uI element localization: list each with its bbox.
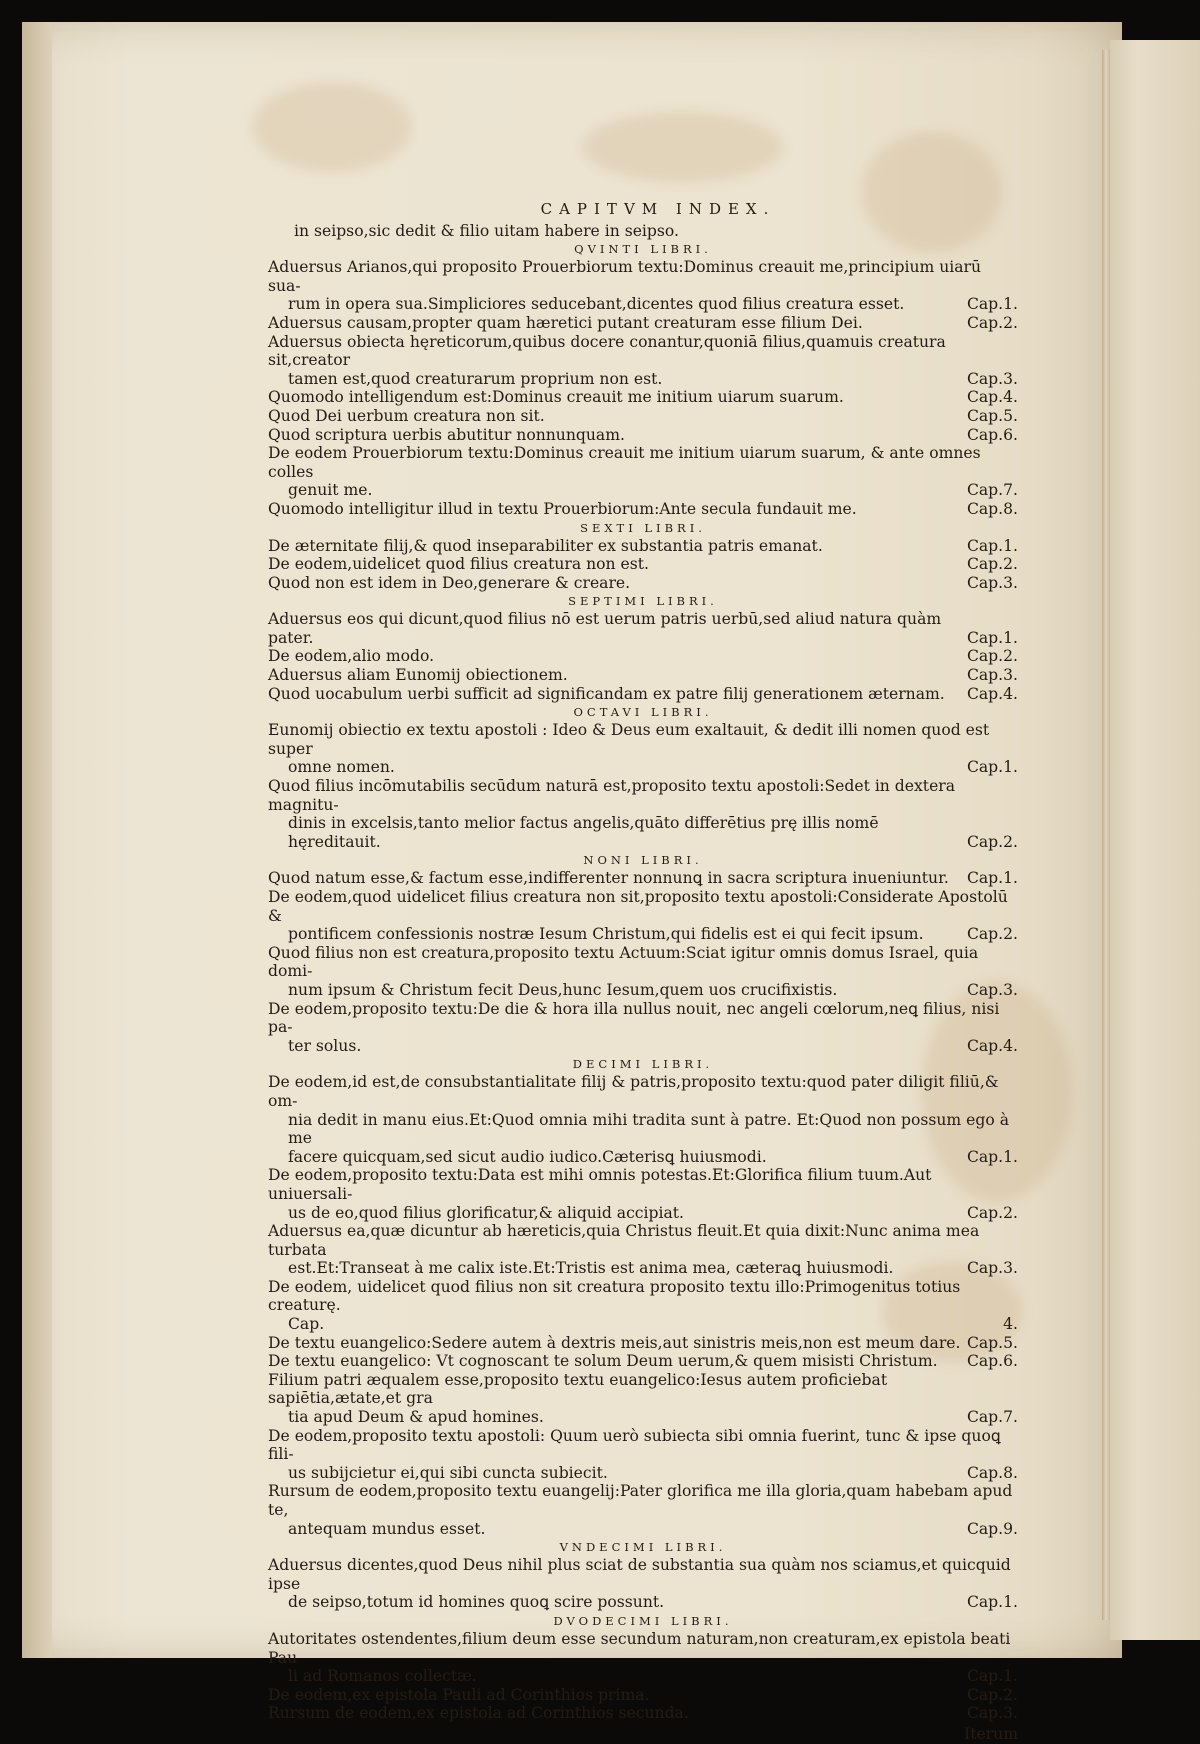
foxing-stain — [252, 82, 412, 172]
index-entry-line — [268, 370, 1018, 389]
book-page — [22, 22, 1122, 1743]
chapter-ref: Cap.3. — [966, 1259, 1018, 1278]
entry-text: antequam mundus esset. — [288, 1519, 486, 1538]
entry-text: De eodem,id est,de consubstantialitate filij & patris,proposito textu:quod pater diligit filiū,& om- — [268, 1073, 999, 1110]
entry-text: Autoritates ostendentes,filium deum esse secundum naturam,non creaturam,ex epistola beati Pau — [268, 1629, 1011, 1667]
entry-text: De eodem,uidelicet quod filius creatura non est. — [268, 555, 650, 574]
index-entry-line — [268, 1667, 1018, 1686]
index-entry-line — [268, 1278, 1018, 1315]
chapter-ref: Cap.1. — [966, 536, 1018, 555]
chapter-ref: Cap.3. — [966, 1704, 1018, 1723]
chapter-ref: Cap.6. — [966, 425, 1018, 444]
book-heading: SEPTIMI LIBRI. — [568, 594, 718, 609]
index-entry-line — [268, 869, 1018, 888]
entry-text: Eunomij obiectio ex textu apostoli : Ideo & Deus eum exaltauit, & dedit illi nomen quod est super — [268, 721, 990, 758]
chapter-ref: Cap.3. — [966, 573, 1018, 592]
entry-text: Rursum de eodem,ex epistola ad Corinthios secunda. — [268, 1704, 689, 1723]
index-entry-line — [268, 314, 1018, 333]
chapter-ref: Cap.7. — [966, 1408, 1018, 1427]
index-entry-line — [268, 1352, 1018, 1371]
entry-text: Cap. — [288, 1315, 325, 1334]
running-title: CAPITVM INDEX. — [540, 200, 776, 218]
book-heading: OCTAVI LIBRI. — [573, 705, 713, 720]
chapter-ref: Cap.8. — [966, 499, 1018, 518]
index-entry-line — [268, 1334, 1018, 1353]
entry-text: Aduersus Arianos,qui proposito Prouerbiorum textu:Dominus creauit me,principium uiarū sua- — [268, 258, 982, 295]
entry-text: De eodem,proposito textu apostoli: Quum uerò subiecta sibi omnia fuerint, tunc & ipse quoꝗ fili- — [268, 1426, 1001, 1464]
entry-text: De eodem Prouerbiorum textu:Dominus creauit me initium uiarum suarum, & ante omnes colles — [268, 444, 981, 481]
index-entry-line — [268, 481, 1018, 500]
index-entry-line — [268, 1371, 1018, 1408]
index-entry-line — [268, 1166, 1018, 1203]
index-entry-line — [268, 814, 1018, 851]
index-entry-line — [268, 295, 1018, 314]
chapter-ref: Cap.2. — [966, 555, 1018, 574]
index-entry-line — [268, 666, 1018, 685]
entry-text: de seipso,totum id homines quoꝗ scire possunt. — [288, 1593, 665, 1612]
entry-text: De eodem,proposito textu:Data est mihi omnis potestas.Et:Glorifica filium tuum.Aut uniuersali- — [268, 1166, 932, 1203]
index-entry-line — [268, 1520, 1018, 1539]
entry-text: De eodem,proposito textu:De die & hora illa nullus nouit, nec angeli cœlorum,neꝗ filius, nisi pa- — [268, 999, 1000, 1037]
index-entry-line — [268, 1000, 1018, 1037]
entry-text: Aduersus obiecta hęreticorum,quibus docere conantur,quoniā filius,quamuis creatura sit,creator — [268, 332, 946, 370]
index-entry-line — [268, 1222, 1018, 1259]
entry-text: tamen est,quod creaturarum proprium non est. — [288, 369, 663, 388]
index-entry-line — [268, 647, 1018, 666]
index-entry-line — [268, 925, 1018, 944]
chapter-ref: Cap.8. — [966, 1463, 1018, 1482]
index-entry-line — [268, 721, 1018, 758]
chapter-ref: Cap.4. — [966, 684, 1018, 703]
entry-text: Quod uocabulum uerbi sufficit ad significandam ex patre filij generationem æternam. — [268, 684, 945, 703]
entry-text: num ipsum & Christum fecit Deus,hunc Iesum,quem uos crucifixistis. — [288, 980, 838, 999]
chapter-ref: Cap.2. — [966, 1203, 1018, 1222]
index-entry-line — [268, 1111, 1018, 1148]
index-entry-line — [268, 388, 1018, 407]
index-entry-line — [268, 758, 1018, 777]
chapter-ref: Cap.1. — [966, 1667, 1018, 1686]
chapter-ref: Cap.5. — [966, 1333, 1018, 1352]
book-heading: NONI LIBRI. — [583, 853, 703, 868]
index-entry-line — [268, 981, 1018, 1000]
index-entry-line — [268, 777, 1018, 814]
index-entry-line — [268, 1556, 1018, 1593]
chapter-ref: Cap.1. — [966, 1147, 1018, 1166]
entry-text: Quod Dei uerbum creatura non sit. — [268, 406, 545, 425]
index-entry-line — [268, 888, 1018, 925]
index-entry-line — [268, 1593, 1018, 1612]
entry-text: De æternitate filij,& quod inseparabiliter ex substantia patris emanat. — [268, 536, 823, 555]
entry-text: Rursum de eodem,proposito textu euangelij:Pater glorifica me illa gloria,quam habebam apud te, — [268, 1482, 1013, 1519]
entry-text: Aduersus aliam Eunomij obiectionem. — [268, 666, 568, 685]
entry-text: li ad Romanos collectæ. — [288, 1667, 477, 1686]
index-entry-line — [268, 685, 1018, 704]
index-entry-line — [268, 1037, 1018, 1056]
chapter-ref: Cap.1. — [966, 758, 1018, 777]
entry-text: rum in opera sua.Simpliciores seducebant,dicentes quod filius creatura esset. — [288, 295, 905, 314]
index-entry-line — [268, 944, 1018, 981]
chapter-ref: Cap.1. — [966, 1593, 1018, 1612]
chapter-ref: Cap.6. — [966, 1352, 1018, 1371]
page-edge — [22, 22, 52, 1658]
entry-text: Quod natum esse,& factum esse,indifferenter nonnunꝗ in sacra scriptura inueniuntur. — [268, 869, 949, 888]
catchword: Iterum — [964, 1724, 1018, 1743]
chapter-ref: Cap.2. — [966, 313, 1018, 332]
index-entry-line — [268, 1408, 1018, 1427]
entry-text: Aduersus dicentes,quod Deus nihil plus sciat de substantia sua quàm nos sciamus,et quicquid ipse — [268, 1556, 1011, 1593]
index-entry-line — [268, 1204, 1018, 1223]
chapter-ref: Cap.1. — [966, 869, 1018, 888]
chapter-ref: 4. — [1003, 1315, 1018, 1334]
chapter-ref: Cap.2. — [966, 1685, 1018, 1704]
book-heading: VNDECIMI LIBRI. — [559, 1540, 727, 1555]
entry-text: Quod scriptura uerbis abutitur nonnunquam. — [268, 425, 625, 444]
chapter-ref: Cap.5. — [966, 406, 1018, 425]
index-entry-line — [268, 1315, 1018, 1334]
chapter-ref: Cap.2. — [966, 647, 1018, 666]
index-entry-line — [268, 1686, 1018, 1705]
entry-text: Quod filius non est creatura,proposito textu Actuum:Sciat igitur omnis domus Israel, quia domi- — [268, 943, 979, 981]
book-heading: QVINTI LIBRI. — [574, 242, 712, 257]
index-entry-line — [268, 555, 1018, 574]
book-heading: DECIMI LIBRI. — [572, 1057, 714, 1072]
opening-line: in seipso,sic dedit & filio uitam habere in seipso. — [294, 221, 679, 240]
index-entry-line — [268, 426, 1018, 445]
entry-text: pontificem confessionis nostræ Iesum Christum,qui fidelis est ei qui fecit ipsum. — [288, 925, 924, 944]
entry-text: nia dedit in manu eius.Et:Quod omnia mihi tradita sunt à patre. Et:Quod non possum ego à me — [288, 1110, 1010, 1148]
index-entry-line — [268, 1704, 1018, 1723]
entry-text: dinis in excelsis,tanto melior factus angelis,quāto differētius prę illis nomē hęreditauit. — [288, 814, 879, 851]
chapter-ref: Cap.7. — [966, 481, 1018, 500]
entry-text: genuit me. — [288, 481, 373, 500]
index-entry-line — [268, 1073, 1018, 1110]
index-entry-line — [268, 574, 1018, 593]
chapter-ref: Cap.1. — [966, 295, 1018, 314]
chapter-ref: Cap.1. — [966, 628, 1018, 647]
entry-text: Filium patri æqualem esse,proposito textu euangelico:Iesus autem proficiebat sapiētia,ætate,et gra — [268, 1370, 888, 1408]
entry-text: facere quicquam,sed sicut audio iudico.Cæterisꝗ huiusmodi. — [288, 1147, 767, 1166]
chapter-ref: Cap.4. — [966, 1036, 1018, 1055]
facing-page-edge — [1110, 40, 1200, 1640]
entry-text: Quomodo intelligendum est:Dominus creauit me initium uiarum suarum. — [268, 388, 844, 407]
index-entry-line — [268, 1427, 1018, 1464]
entry-text: De eodem,quod uidelicet filius creatura non sit,proposito textu apostoli:Considerate Apostolū & — [268, 888, 1008, 925]
entry-text: Quod non est idem in Deo,generare & creare. — [268, 573, 631, 592]
book-heading: DVODECIMI LIBRI. — [553, 1613, 733, 1628]
index-entry-line — [268, 333, 1018, 370]
entry-text: De textu euangelico: Vt cognoscant te solum Deum uerum,& quem misisti Christum. — [268, 1352, 938, 1371]
index-entry-line — [268, 444, 1018, 481]
entry-text: est.Et:Transeat à me calix iste.Et:Tristis est anima mea, cæteraꝗ huiusmodi. — [288, 1259, 894, 1278]
index-entry-line — [268, 1630, 1018, 1667]
index-entry-line — [268, 500, 1018, 519]
index-entry-line — [268, 1464, 1018, 1483]
index-entry-line — [268, 1482, 1018, 1519]
entry-text: De eodem, uidelicet quod filius non sit creatura proposito textu illo:Primogenitus totius creaturę. — [268, 1277, 961, 1315]
entry-text: us subijcietur ei,qui sibi cuncta subiecit. — [288, 1463, 608, 1482]
entry-text: De textu euangelico:Sedere autem à dextris meis,aut sinistris meis,non est meum dare. — [268, 1333, 961, 1352]
chapter-ref: Cap.3. — [966, 666, 1018, 685]
index-text-block — [268, 200, 1018, 1744]
chapter-ref: Cap.3. — [966, 980, 1018, 999]
chapter-ref: Cap.3. — [966, 369, 1018, 388]
entry-text: Quomodo intelligitur illud in textu Prouerbiorum:Ante secula fundauit me. — [268, 499, 857, 518]
foxing-stain — [582, 112, 782, 182]
entry-text: ter solus. — [288, 1036, 362, 1055]
chapter-ref: Cap.9. — [966, 1519, 1018, 1538]
entry-text: Aduersus ea,quæ dicuntur ab hæreticis,quia Christus fleuit.Et quia dixit:Nunc anima mea turbata — [268, 1222, 980, 1259]
entry-text: De eodem,alio modo. — [268, 647, 435, 666]
index-entry-line — [268, 1259, 1018, 1278]
entry-text: Quod filius incōmutabilis secūdum naturā est,proposito textu apostoli:Sedet in dextera magnitu- — [268, 777, 956, 814]
book-gutter — [1102, 50, 1110, 1620]
index-entry-line — [268, 610, 1018, 647]
book-heading: SEXTI LIBRI. — [580, 520, 706, 535]
index-entry-line — [268, 407, 1018, 426]
chapter-ref: Cap.4. — [966, 388, 1018, 407]
entry-text: us de eo,quod filius glorificatur,& aliquid accipiat. — [288, 1203, 685, 1222]
chapter-ref: Cap.2. — [966, 832, 1018, 851]
index-entry-line — [268, 1148, 1018, 1167]
index-entry-line — [268, 258, 1018, 295]
entry-text: tia apud Deum & apud homines. — [288, 1408, 544, 1427]
entry-text: omne nomen. — [288, 758, 395, 777]
chapter-ref: Cap.2. — [966, 925, 1018, 944]
entry-text: De eodem,ex epistola Pauli ad Corinthios prima. — [268, 1685, 650, 1704]
index-entry-line — [268, 537, 1018, 556]
entry-text: Aduersus eos qui dicunt,quod filius nō est uerum patris uerbū,sed aliud natura quàm pater. — [268, 610, 942, 647]
entry-text: Aduersus causam,propter quam hæretici putant creaturam esse filium Dei. — [268, 313, 863, 332]
